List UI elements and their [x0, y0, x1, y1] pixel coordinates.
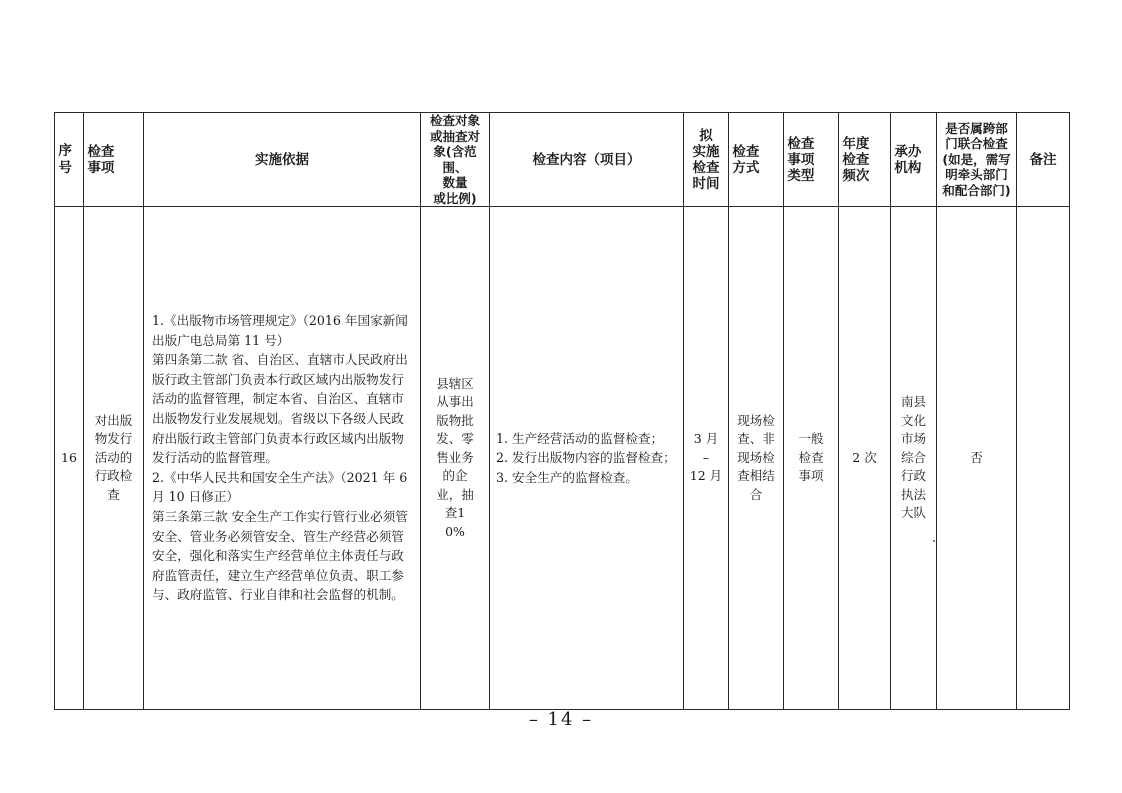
inspection-table: [54, 112, 1070, 710]
basis-paragraph: 1.《出版物市场管理规定》（2016 年国家新闻出版广电总局第 11 号）: [152, 313, 408, 348]
header-basis: 实施依据: [144, 113, 421, 207]
header-joint: 是否属跨部 门联合检查 (如是，需写 明牵头部门 和配合部门): [937, 113, 1017, 207]
header-item: 检查事项: [84, 113, 144, 207]
cell-type: 一般检查事项: [784, 207, 839, 710]
header-agency: 承办机构: [891, 113, 937, 207]
cell-content: [490, 207, 684, 710]
cell-target: 县辖区从事出版物批发、零售业务的企业，抽查10%: [421, 207, 490, 710]
header-frequency: 年度检查频次: [839, 113, 891, 207]
basis-paragraph: 第四条第二款 省、自治区、直辖市人民政府出版行政主管部门负责本行政区域内出版物发行活动的监督管理，制定本省、自治区、直辖市出版物发行业发展规划。省级以下各级人民政府出版行政主管部门负责本行政区域内出版物发行活动的监督管理。: [152, 352, 408, 466]
cell-item: 对出版物发行活动的行政检查: [84, 207, 144, 710]
content-item: 3. 安全生产的监督检查。: [496, 469, 638, 485]
cell-agency: 南县文化市场综合行政执法大队: [891, 207, 937, 710]
cell-method: 现场检查、非现场检查相结合: [729, 207, 784, 710]
table-row: [55, 207, 1070, 710]
header-content: 检查内容（项目）: [490, 113, 684, 207]
cell-remark: [1017, 207, 1070, 710]
header-type: 检查事项类型: [784, 113, 839, 207]
header-target: 检查对象 或抽查对 象(含范围、 数量 或比例): [421, 113, 490, 207]
basis-paragraph: 第三条第三款 安全生产工作实行管行业必须管安全、管业务必须管安全、管生产经营必须管安全，强化和落实生产经营单位主体责任与政府监管责任，建立生产经营单位负责、职工参与、政府监管、行业自律和社会监督的机制。: [152, 508, 408, 603]
header-method: 检查方式: [729, 113, 784, 207]
cell-index: 16: [55, 207, 84, 710]
page-number: – 14 –: [528, 709, 594, 730]
basis-paragraph: 2.《中华人民共和国安全生产法》（2021 年 6 月 10 日修正）: [152, 469, 408, 505]
scan-speck: [933, 540, 935, 542]
inspection-table-sheet: [54, 112, 1069, 702]
content-item: 2. 发行出版物内容的监督检查；: [496, 450, 676, 466]
cell-joint: 否: [937, 207, 1017, 710]
header-index: 序号: [55, 113, 84, 207]
cell-frequency: 2 次: [839, 207, 891, 710]
table-header-row: [55, 113, 1070, 207]
cell-time: 3 月 – 12 月: [684, 207, 729, 710]
content-item: 1. 生产经营活动的监督检查；: [496, 430, 664, 446]
header-time: 拟 实施 检查 时间: [684, 113, 729, 207]
cell-basis: [144, 207, 421, 710]
header-remark: 备注: [1017, 113, 1070, 207]
